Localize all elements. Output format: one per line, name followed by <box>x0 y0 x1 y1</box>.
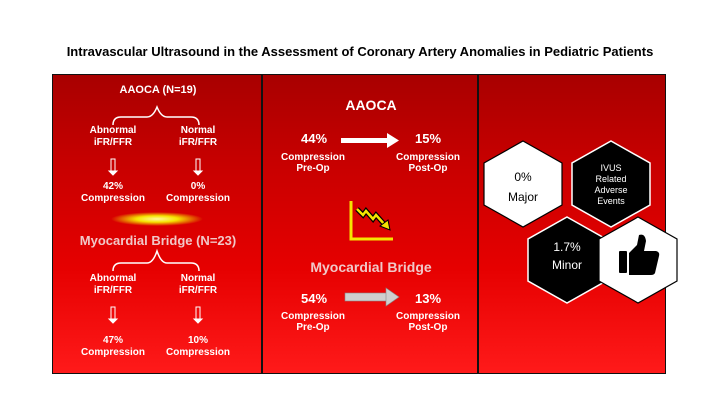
aaoca-abnormal-compression: Compression <box>81 193 145 204</box>
mb-abnormal-group <box>73 273 153 297</box>
aaoca-abnormal-group <box>73 125 153 149</box>
mb-abnormal-result <box>68 335 158 359</box>
mb-pre-value: 54% <box>300 291 328 306</box>
mb-normal-ifr: iFR/FFR <box>178 285 218 296</box>
mb-normal-group <box>158 273 238 297</box>
hexagon-cluster <box>479 75 667 375</box>
declining-chart-icon <box>351 201 393 239</box>
minor-label: Minor <box>551 258 582 272</box>
glow-separator <box>111 212 203 226</box>
mb-normal-result <box>153 335 243 359</box>
aaoca-normal-group <box>158 125 238 149</box>
events-text <box>572 163 650 207</box>
mb-abnormal-label: Abnormal <box>89 273 137 284</box>
events-line-related: Related <box>595 174 627 184</box>
events-line-events: Events <box>597 196 625 206</box>
minor-text <box>528 238 606 274</box>
aaoca-arrow-icon <box>341 133 399 148</box>
middle-panel <box>262 74 478 374</box>
left-panel-connectors <box>53 75 263 375</box>
mb-pre-compression: Compression <box>281 311 345 322</box>
right-panel <box>478 74 666 374</box>
mb-normal-value: 10% <box>187 335 208 346</box>
events-line-ivus: IVUS <box>600 163 622 173</box>
aaoca-abnormal-value: 42% <box>102 181 123 192</box>
mb-post-value: 13% <box>414 291 442 306</box>
aaoca-brace <box>113 107 199 125</box>
aaoca-pre-compression: Compression <box>281 152 345 163</box>
mb-post-compression: Compression <box>396 311 460 322</box>
mb-abnormal-ifr: iFR/FFR <box>93 285 133 296</box>
aaoca-abnormal-ifr: iFR/FFR <box>93 137 133 148</box>
mb-brace <box>113 251 199 271</box>
aaoca-post-compression: Compression <box>396 152 460 163</box>
mb-post-caption <box>388 311 468 333</box>
mb-pre-caption <box>273 311 353 333</box>
aaoca-header: AAOCA (N=19) <box>119 84 197 96</box>
mb-down-arrows <box>109 307 202 323</box>
mb-arrow-icon <box>345 288 399 306</box>
aaoca-title: AAOCA <box>345 97 397 113</box>
mb-normal-compression: Compression <box>166 347 230 358</box>
aaoca-down-arrows <box>109 159 202 175</box>
aaoca-normal-compression: Compression <box>166 193 230 204</box>
mb-header: Myocardial Bridge (N=23) <box>79 233 237 248</box>
aaoca-abnormal-result <box>68 181 158 205</box>
aaoca-normal-value: 0% <box>190 181 206 192</box>
left-panel <box>52 74 262 374</box>
aaoca-normal-ifr: iFR/FFR <box>178 137 218 148</box>
mb-title: Myocardial Bridge <box>310 259 432 275</box>
aaoca-abnormal-label: Abnormal <box>89 125 137 136</box>
major-value: 0% <box>514 170 532 184</box>
aaoca-post-caption <box>388 152 468 174</box>
mb-abnormal-value: 47% <box>102 335 123 346</box>
mb-post-op: Post-Op <box>408 322 448 333</box>
aaoca-pre-caption <box>273 152 353 174</box>
mb-abnormal-compression: Compression <box>81 347 145 358</box>
minor-value: 1.7% <box>553 240 581 254</box>
aaoca-normal-result <box>153 181 243 205</box>
aaoca-pre-op: Pre-Op <box>296 163 330 174</box>
major-text <box>484 167 562 207</box>
events-line-adverse: Adverse <box>594 185 628 195</box>
aaoca-post-op: Post-Op <box>408 163 448 174</box>
page-title: Intravascular Ultrasound in the Assessment of Coronary Artery Anomalies in Pediatric Patients <box>66 44 654 59</box>
aaoca-pre-value: 44% <box>300 131 328 146</box>
mb-normal-label: Normal <box>180 273 216 284</box>
major-label: Major <box>507 190 538 204</box>
mb-pre-op: Pre-Op <box>296 322 330 333</box>
aaoca-normal-label: Normal <box>180 125 216 136</box>
aaoca-post-value: 15% <box>414 131 442 146</box>
